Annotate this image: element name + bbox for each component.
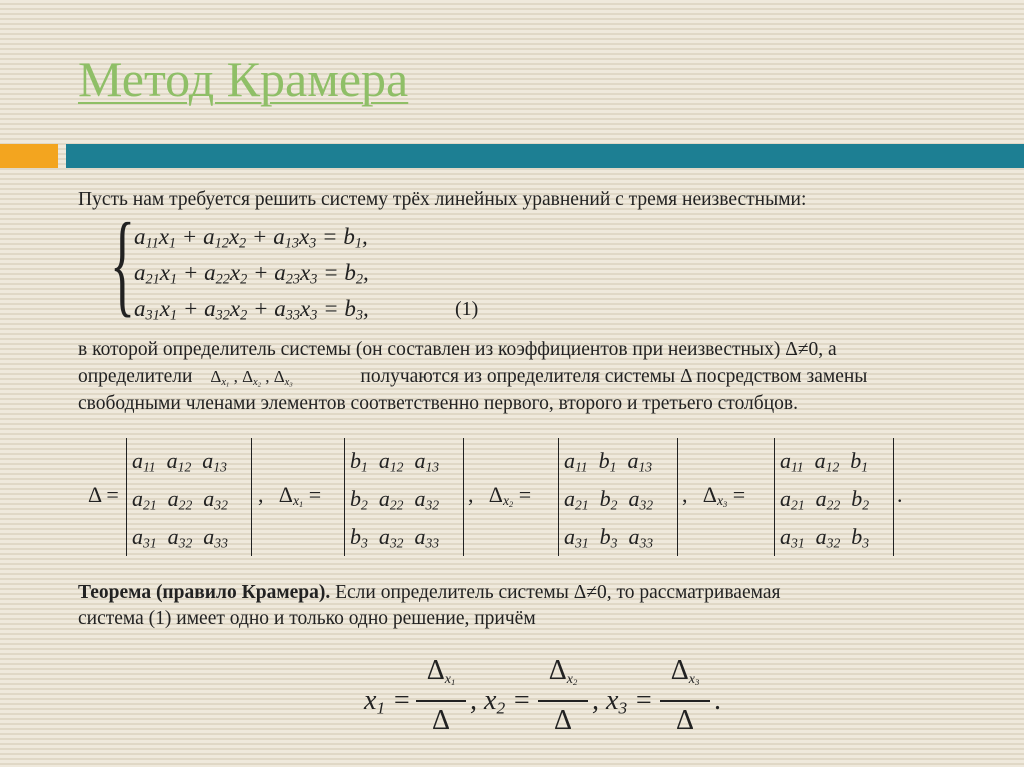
det-matrix-x2: $a_{11}$ $b_1$ $a_{13}$ $a_{21}$ $b_2$ $a_{32}$ $a_{31}$ $b_3$ $a_{33}$ [558, 438, 678, 556]
det-period: . [897, 482, 903, 507]
determinants-row [0, 438, 1024, 556]
equation-row-1: $a_{11}x_1 + a_{12}x_2 + a_{13}x_3 = b_1$, [134, 224, 368, 252]
fraction-bar-1 [416, 700, 466, 702]
equation-system [110, 200, 390, 328]
det-label-dx1: , $\Delta_{x_1}$ = [258, 482, 322, 510]
det-matrix-x3: $a_{11}$ $a_{12}$ $b_1$ $a_{21}$ $a_{22}$ $b_2$ $a_{31}$ $a_{32}$ $b_3$ [774, 438, 894, 556]
formula-x3-fraction: $\Delta_{x_3}$ Δ [670, 655, 700, 736]
formula-x3-label: , $x_3$ = [592, 685, 654, 718]
det-label-dx2: , $\Delta_{x_2}$ = [468, 482, 532, 510]
slide-title: Метод Крамера [78, 51, 409, 107]
intro-text: Пусть нам требуется решить систему трёх линейных уравнений с тремя неизвестными: [78, 189, 807, 210]
theorem-line-2: система (1) имеет одно и только одно решение, причём [78, 608, 536, 629]
fraction-bar-3 [660, 700, 710, 702]
delta-list: $\Delta_{x_1}$ , $\Delta_{x_2}$ , $\Delta_{x_3}$ [210, 367, 293, 389]
formula-x2-label: , $x_2$ = [470, 685, 532, 718]
paragraph-line-2-start: определители [78, 366, 193, 387]
det-matrix-main: $a_{11}$ $a_{12}$ $a_{13}$ $a_{21}$ $a_{22}$ $a_{32}$ $a_{31}$ $a_{32}$ $a_{33}$ [126, 438, 252, 556]
formula-x2-fraction: $\Delta_{x_2}$ Δ [548, 655, 578, 736]
system-brace: { [110, 200, 136, 328]
theorem-text: Если определитель системы Δ≠0, то рассматриваемая [330, 582, 781, 603]
accent-bar-orange [0, 144, 58, 168]
formula-x1-label: $x_1$ = [364, 685, 412, 718]
formula-period: . [714, 685, 721, 716]
equation-row-3: $a_{31}x_1 + a_{32}x_2 + a_{33}x_3 = b_3$, [134, 296, 369, 324]
det-label-delta: Δ = [88, 482, 119, 507]
equation-number: (1) [455, 298, 479, 320]
fraction-bar-2 [538, 700, 588, 702]
formula-x1-fraction: $\Delta_{x_1}$ Δ [426, 655, 456, 736]
det-label-dx3: , $\Delta_{x_3}$ = [682, 482, 746, 510]
det-matrix-x1: $b_1$ $a_{12}$ $a_{13}$ $b_2$ $a_{22}$ $a_{32}$ $b_3$ $a_{32}$ $a_{33}$ [344, 438, 464, 556]
paragraph-line-3: свободными членами элементов соответственно первого, второго и третьего столбцов. [78, 393, 798, 414]
theorem-heading: Теорема (правило Крамера). [78, 582, 331, 603]
theorem-line-1 [78, 580, 780, 605]
paragraph-line-2-end: получаются из определителя системы Δ посредством замены [360, 366, 868, 387]
equation-row-2: $a_{21}x_1 + a_{22}x_2 + a_{23}x_3 = b_2$, [134, 260, 369, 288]
paragraph-line-1: в которой определитель системы (он составлен из коэффициентов при неизвестных) Δ≠0, а [78, 339, 837, 360]
accent-bar-teal [66, 144, 1024, 168]
